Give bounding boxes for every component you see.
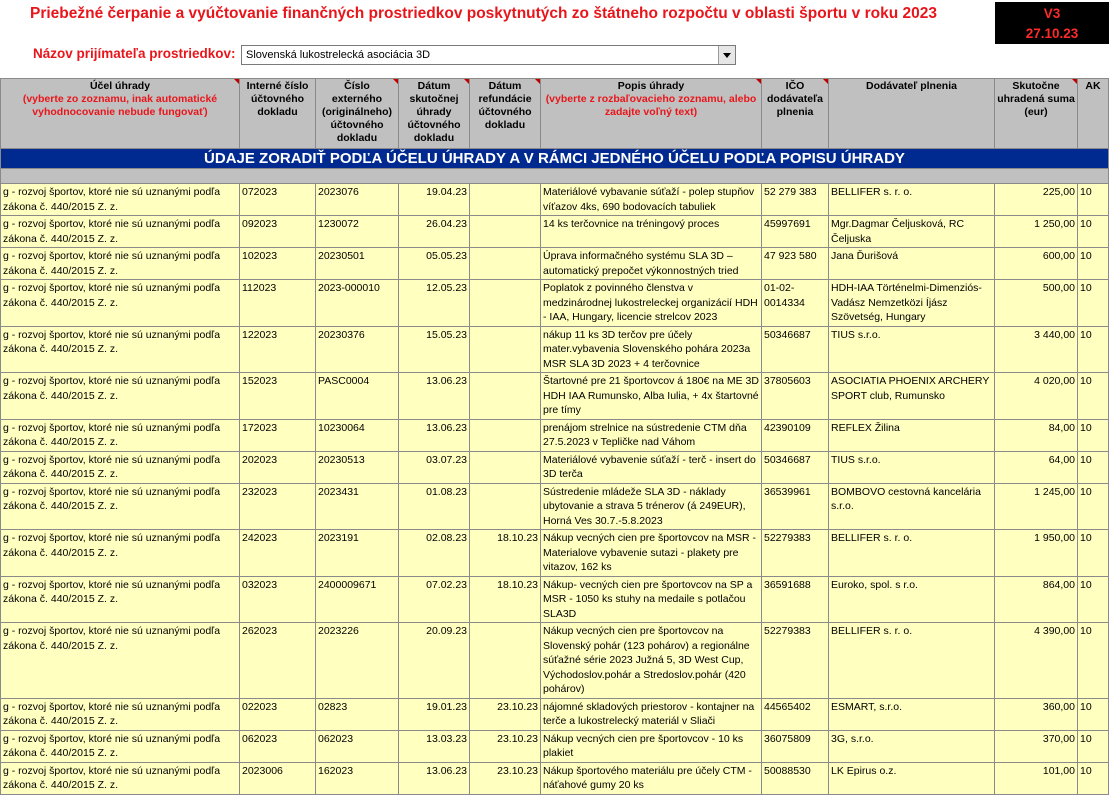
table-body [1,184,1109,795]
col-ucel-header [1,79,240,149]
row-ico-cell[interactable]: 45997691 [762,216,829,248]
row-amount-cell[interactable]: 370,00 [995,730,1078,762]
row-purpose-cell[interactable]: g - rozvoj športov, ktoré nie sú uznanými podľa zákona č. 440/2015 Z. z. [1,280,240,327]
row-description-cell[interactable]: Nákup vecných cien pre športovcov - 10 ks plakiet [541,730,762,762]
row-internal-number-cell[interactable]: 092023 [240,216,316,248]
row-description-cell[interactable]: prenájom strelnice na sústredenie CTM dňa 27.5.2023 v Tepličke nad Váhom [541,419,762,451]
row-purpose-cell[interactable]: g - rozvoj športov, ktoré nie sú uznanými podľa zákona č. 440/2015 Z. z. [1,451,240,483]
row-ak-cell[interactable]: 10 [1078,730,1109,762]
row-internal-number-cell[interactable]: 152023 [240,373,316,420]
col-popis-note: (vyberte z rozbaľovacieho zoznamu, alebo zadajte voľný text) [545,93,757,118]
table-row [1,216,1109,248]
row-description-cell[interactable]: Nákup športového materiálu pre účely CTM - náťahové gumy 20 ks [541,762,762,794]
row-ico-cell[interactable]: 52 279 383 [762,184,829,216]
row-external-number-cell[interactable]: PASC0004 [316,373,399,420]
page-title: Priebežné čerpanie a vyúčtovanie finančných prostriedkov poskytnutých zo štátneho rozpočtu v oblasti športu v roku 2023 [30,5,937,22]
row-purpose-cell[interactable]: g - rozvoj športov, ktoré nie sú uznanými podľa zákona č. 440/2015 Z. z. [1,483,240,530]
table-row [1,326,1109,373]
row-ak-cell[interactable]: 10 [1078,698,1109,730]
table-row [1,373,1109,420]
row-description-cell[interactable]: Nákup- vecných cien pre športovcov na SP a MSR - 1050 ks stuhy na medaile s potlačou SLA3D [541,576,762,623]
table-row [1,762,1109,794]
col-datum-title: Dátum skutočnej úhrady účtovného dokladu [407,80,461,144]
row-refund-date-cell[interactable] [470,280,541,327]
version-label: V3 [1043,6,1061,21]
row-purpose-cell[interactable]: g - rozvoj športov, ktoré nie sú uznanými podľa zákona č. 440/2015 Z. z. [1,698,240,730]
col-refund-title: Dátum refundácie účtovného dokladu [478,80,532,131]
comment-indicator-icon [756,79,761,84]
row-internal-number-cell[interactable]: 172023 [240,419,316,451]
row-amount-cell[interactable]: 360,00 [995,698,1078,730]
row-payment-date-cell[interactable]: 13.03.23 [399,730,470,762]
col-ucel-title: Účel úhrady [89,80,151,92]
row-amount-cell[interactable]: 1 950,00 [995,530,1078,577]
row-supplier-cell[interactable]: ASOCIATIA PHOENIX ARCHERY SPORT club, Rumunsko [829,373,995,420]
row-supplier-cell[interactable]: LK Epirus o.z. [829,762,995,794]
row-internal-number-cell[interactable]: 122023 [240,326,316,373]
row-internal-number-cell[interactable]: 242023 [240,530,316,577]
table-row [1,184,1109,216]
comment-indicator-icon [464,79,469,84]
row-external-number-cell[interactable]: 162023 [316,762,399,794]
row-refund-date-cell[interactable]: 23.10.23 [470,698,541,730]
row-payment-date-cell[interactable]: 01.08.23 [399,483,470,530]
row-internal-number-cell[interactable]: 032023 [240,576,316,623]
row-external-number-cell[interactable]: 2023191 [316,530,399,577]
payments-table [0,78,1109,795]
row-purpose-cell[interactable]: g - rozvoj športov, ktoré nie sú uznanými podľa zákona č. 440/2015 Z. z. [1,248,240,280]
row-external-number-cell[interactable]: 20230513 [316,451,399,483]
col-ucel-note: (vyberte zo zoznamu, inak automatické vyhodnocovanie nebude fungovať) [22,93,218,118]
row-supplier-cell[interactable]: HDH-IAA Történelmi-Dimenziós-Vadász Nemzetközi Íjász Szövetség, Hungary [829,280,995,327]
row-external-number-cell[interactable]: 062023 [316,730,399,762]
col-ico-header [762,79,829,149]
row-refund-date-cell[interactable]: 18.10.23 [470,530,541,577]
row-external-number-cell[interactable]: 10230064 [316,419,399,451]
row-payment-date-cell[interactable]: 26.04.23 [399,216,470,248]
chevron-down-icon[interactable] [718,46,735,64]
row-supplier-cell[interactable]: BOMBOVO cestovná kancelária s.r.o. [829,483,995,530]
row-description-cell[interactable]: Materiálové vybavanie súťaží - polep stupňov víťazov 4ks, 690 bodovacích tabuliek [541,184,762,216]
row-external-number-cell[interactable]: 20230501 [316,248,399,280]
sort-instruction-banner: ÚDAJE ZORADIŤ PODĽA ÚČELU ÚHRADY A V RÁMCI JEDNÉHO ÚČELU PODĽA POPISU ÚHRADY [1,149,1109,169]
row-amount-cell[interactable]: 864,00 [995,576,1078,623]
comment-indicator-icon [823,79,828,84]
row-internal-number-cell[interactable]: 232023 [240,483,316,530]
row-ico-cell[interactable]: 01-02-0014334 [762,280,829,327]
row-internal-number-cell[interactable]: 202023 [240,451,316,483]
row-supplier-cell[interactable]: BELLIFER s. r. o. [829,623,995,699]
table-row [1,451,1109,483]
row-description-cell[interactable]: nákup 11 ks 3D terčov pre účely mater.vybavenia Slovenského pohára 2023a MSR SLA 3D 2023 + 4 terčovnice [541,326,762,373]
row-supplier-cell[interactable]: TIUS s.r.o. [829,326,995,373]
row-description-cell[interactable]: Nákup vecných cien pre športovcov na Slovenský pohár (123 pohárov) a regionálne súťažné série 2023 Južná 5, 3D West Cup, Východoslov.pohár a Stredoslov.pohár (420 pohárov) [541,623,762,699]
row-refund-date-cell[interactable] [470,248,541,280]
row-supplier-cell[interactable]: Euroko, spol. s r.o. [829,576,995,623]
row-ak-cell[interactable]: 10 [1078,576,1109,623]
col-externe-header [316,79,399,149]
row-ico-cell[interactable]: 50346687 [762,451,829,483]
col-externe-title: Číslo externého (originálneho) účtovného dokladu [322,80,392,144]
row-external-number-cell[interactable]: 2023076 [316,184,399,216]
row-ak-cell[interactable]: 10 [1078,326,1109,373]
row-amount-cell[interactable]: 84,00 [995,419,1078,451]
table-row [1,623,1109,699]
row-description-cell[interactable]: Poplatok z povinného členstva v medzinárodnej lukostreleckej organizácií HDH - IAA, Hungary, licencie strelcov 2023 [541,280,762,327]
row-refund-date-cell[interactable] [470,373,541,420]
table-row [1,419,1109,451]
row-internal-number-cell[interactable]: 022023 [240,698,316,730]
row-amount-cell[interactable]: 3 440,00 [995,326,1078,373]
row-payment-date-cell[interactable]: 13.06.23 [399,419,470,451]
row-ico-cell[interactable]: 52279383 [762,530,829,577]
row-payment-date-cell[interactable]: 19.04.23 [399,184,470,216]
row-external-number-cell[interactable]: 2400009671 [316,576,399,623]
row-payment-date-cell[interactable]: 13.06.23 [399,762,470,794]
row-internal-number-cell[interactable]: 262023 [240,623,316,699]
row-ico-cell[interactable]: 36591688 [762,576,829,623]
col-datum-header [399,79,470,149]
row-refund-date-cell[interactable]: 18.10.23 [470,576,541,623]
col-ico-title: IČO dodávateľa plnenia [767,80,823,118]
col-dodavatel-header: Dodávateľ plnenia [829,79,995,149]
row-ico-cell[interactable]: 36075809 [762,730,829,762]
row-refund-date-cell[interactable] [470,451,541,483]
row-amount-cell[interactable]: 500,00 [995,280,1078,327]
row-ak-cell[interactable]: 10 [1078,451,1109,483]
row-internal-number-cell[interactable]: 102023 [240,248,316,280]
row-ak-cell[interactable]: 10 [1078,184,1109,216]
table-row [1,483,1109,530]
row-supplier-cell[interactable]: BELLIFER s. r. o. [829,530,995,577]
row-description-cell[interactable]: Materiálové vybavenie súťaží - terč - insert do 3D terča [541,451,762,483]
recipient-label: Názov prijímateľa prostriedkov: [33,46,236,61]
row-payment-date-cell[interactable]: 07.02.23 [399,576,470,623]
row-refund-date-cell[interactable] [470,623,541,699]
row-amount-cell[interactable]: 64,00 [995,451,1078,483]
row-ak-cell[interactable]: 10 [1078,483,1109,530]
row-internal-number-cell[interactable]: 072023 [240,184,316,216]
col-suma-header [995,79,1078,149]
row-purpose-cell[interactable]: g - rozvoj športov, ktoré nie sú uznanými podľa zákona č. 440/2015 Z. z. [1,326,240,373]
row-ak-cell[interactable]: 10 [1078,419,1109,451]
row-ak-cell[interactable]: 10 [1078,280,1109,327]
recipient-dropdown[interactable] [241,45,736,65]
col-refund-header [470,79,541,149]
row-supplier-cell[interactable]: REFLEX Žilina [829,419,995,451]
row-ak-cell[interactable]: 10 [1078,248,1109,280]
row-amount-cell[interactable]: 1 245,00 [995,483,1078,530]
table-row [1,248,1109,280]
table-row [1,576,1109,623]
row-payment-date-cell[interactable]: 19.01.23 [399,698,470,730]
row-description-cell[interactable]: Štartovné pre 21 športovcov á 180€ na ME 3D HDH IAA Rumunsko, Alba Iulia, + 4x štartovné pre tímy [541,373,762,420]
row-payment-date-cell[interactable]: 03.07.23 [399,451,470,483]
row-payment-date-cell[interactable]: 02.08.23 [399,530,470,577]
row-ico-cell[interactable]: 37805603 [762,373,829,420]
recipient-value: Slovenská lukostrelecká asociácia 3D [246,49,431,61]
row-refund-date-cell[interactable] [470,326,541,373]
row-refund-date-cell[interactable] [470,419,541,451]
row-payment-date-cell[interactable]: 13.06.23 [399,373,470,420]
spacer-row [1,169,1109,184]
row-internal-number-cell[interactable]: 062023 [240,730,316,762]
row-payment-date-cell[interactable]: 20.09.23 [399,623,470,699]
comment-indicator-icon [1072,79,1077,84]
comment-indicator-icon [234,79,239,84]
row-ak-cell[interactable]: 10 [1078,216,1109,248]
row-ico-cell[interactable]: 42390109 [762,419,829,451]
row-refund-date-cell[interactable] [470,184,541,216]
row-ak-cell[interactable]: 10 [1078,373,1109,420]
row-external-number-cell[interactable]: 1230072 [316,216,399,248]
row-description-cell[interactable]: nájomné skladových priestorov - kontajner na terče a lukostrelecký materiál v Sliači [541,698,762,730]
row-internal-number-cell[interactable]: 112023 [240,280,316,327]
row-external-number-cell[interactable]: 2023226 [316,623,399,699]
row-amount-cell[interactable]: 101,00 [995,762,1078,794]
table-row [1,530,1109,577]
row-supplier-cell[interactable]: BELLIFER s. r. o. [829,184,995,216]
col-ak-header: AK [1078,79,1109,149]
row-purpose-cell[interactable]: g - rozvoj športov, ktoré nie sú uznanými podľa zákona č. 440/2015 Z. z. [1,576,240,623]
col-popis-title: Popis úhrady [617,80,685,92]
row-refund-date-cell[interactable] [470,216,541,248]
row-amount-cell[interactable]: 4 390,00 [995,623,1078,699]
row-description-cell[interactable]: 14 ks terčovnice na tréningový proces [541,216,762,248]
comment-indicator-icon [393,79,398,84]
row-ico-cell[interactable]: 52279383 [762,623,829,699]
row-ico-cell[interactable]: 44565402 [762,698,829,730]
row-purpose-cell[interactable]: g - rozvoj športov, ktoré nie sú uznanými podľa zákona č. 440/2015 Z. z. [1,184,240,216]
row-external-number-cell[interactable]: 20230376 [316,326,399,373]
row-description-cell[interactable]: Sústredenie mládeže SLA 3D - náklady ubytovanie a strava 5 trénerov (á 249EUR), Horná Ves 30.7.-5.8.2023 [541,483,762,530]
row-payment-date-cell[interactable]: 12.05.23 [399,280,470,327]
row-purpose-cell[interactable]: g - rozvoj športov, ktoré nie sú uznanými podľa zákona č. 440/2015 Z. z. [1,530,240,577]
row-purpose-cell[interactable]: g - rozvoj športov, ktoré nie sú uznanými podľa zákona č. 440/2015 Z. z. [1,623,240,699]
version-date: 27.10.23 [1025,26,1079,41]
col-interne-header: Interné číslo účtovného dokladu [240,79,316,149]
row-supplier-cell[interactable]: Mgr.Dagmar Čeljusková, RC Čeljuska [829,216,995,248]
table-row [1,280,1109,327]
row-ico-cell[interactable]: 50088530 [762,762,829,794]
table-row [1,730,1109,762]
row-supplier-cell[interactable]: 3G, s.r.o. [829,730,995,762]
col-suma-title: Skutočne uhradená suma (eur) [997,80,1075,118]
row-amount-cell[interactable]: 4 020,00 [995,373,1078,420]
row-internal-number-cell[interactable]: 2023006 [240,762,316,794]
row-ak-cell[interactable]: 10 [1078,530,1109,577]
row-ak-cell[interactable]: 10 [1078,623,1109,699]
row-purpose-cell[interactable]: g - rozvoj športov, ktoré nie sú uznanými podľa zákona č. 440/2015 Z. z. [1,419,240,451]
row-ico-cell[interactable]: 50346687 [762,326,829,373]
row-external-number-cell[interactable]: 02823 [316,698,399,730]
row-description-cell[interactable]: Úprava informačného systému SLA 3D – automatický prepočet výkonnostných tried [541,248,762,280]
col-popis-header [541,79,762,149]
row-refund-date-cell[interactable] [470,483,541,530]
row-ico-cell[interactable]: 47 923 580 [762,248,829,280]
version-box [995,2,1109,44]
comment-indicator-icon [535,79,540,84]
row-ak-cell[interactable]: 10 [1078,762,1109,794]
row-description-cell[interactable]: Nákup vecných cien pre športovcov na MSR - Materialove vybavenie sutazi - plakety pre vitazov, 162 ks [541,530,762,577]
row-refund-date-cell[interactable]: 23.10.23 [470,762,541,794]
row-payment-date-cell[interactable]: 05.05.23 [399,248,470,280]
row-purpose-cell[interactable]: g - rozvoj športov, ktoré nie sú uznanými podľa zákona č. 440/2015 Z. z. [1,373,240,420]
row-amount-cell[interactable]: 1 250,00 [995,216,1078,248]
row-external-number-cell[interactable]: 2023431 [316,483,399,530]
row-supplier-cell[interactable]: ESMART, s.r.o. [829,698,995,730]
row-purpose-cell[interactable]: g - rozvoj športov, ktoré nie sú uznanými podľa zákona č. 440/2015 Z. z. [1,216,240,248]
row-ico-cell[interactable]: 36539961 [762,483,829,530]
row-amount-cell[interactable]: 600,00 [995,248,1078,280]
row-refund-date-cell[interactable]: 23.10.23 [470,730,541,762]
row-supplier-cell[interactable]: TIUS s.r.o. [829,451,995,483]
row-amount-cell[interactable]: 225,00 [995,184,1078,216]
row-payment-date-cell[interactable]: 15.05.23 [399,326,470,373]
row-purpose-cell[interactable]: g - rozvoj športov, ktoré nie sú uznanými podľa zákona č. 440/2015 Z. z. [1,762,240,794]
row-supplier-cell[interactable]: Jana Ďurišová [829,248,995,280]
row-purpose-cell[interactable]: g - rozvoj športov, ktoré nie sú uznanými podľa zákona č. 440/2015 Z. z. [1,730,240,762]
row-external-number-cell[interactable]: 2023-000010 [316,280,399,327]
table-row [1,698,1109,730]
